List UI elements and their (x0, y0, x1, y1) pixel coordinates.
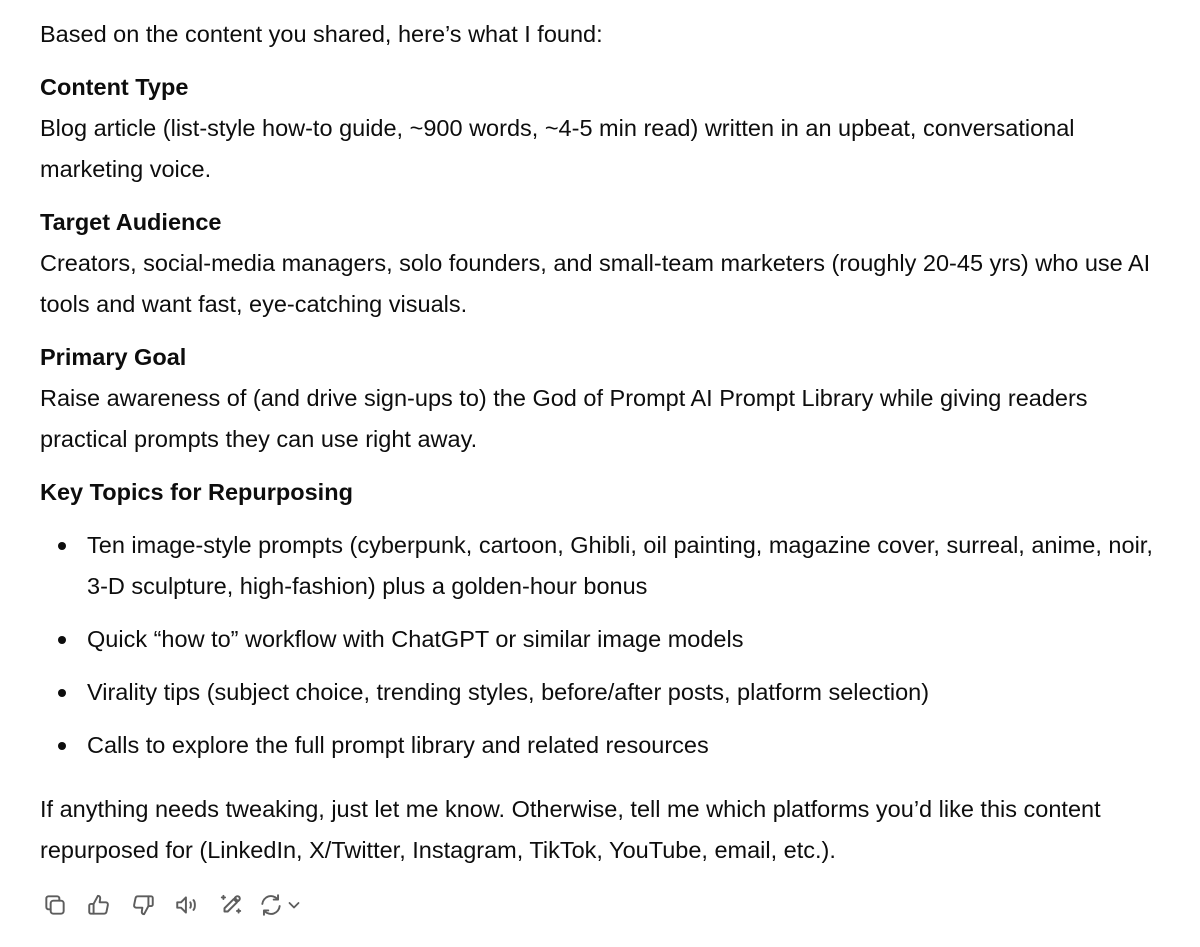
section-body: Blog article (list-style how-to guide, ~900 words, ~4-5 min read) written in an upbeat, conversational marketing voice. (40, 115, 1075, 182)
section-heading: Primary Goal (40, 344, 187, 370)
edit-icon (218, 892, 244, 918)
section-body: Creators, social-media managers, solo founders, and small-team marketers (roughly 20-45 yrs) who use AI tools and want fast, eye-catching visuals. (40, 250, 1151, 317)
list-item: Ten image-style prompts (cyberpunk, cartoon, Ghibli, oil painting, magazine cover, surreal, anime, noir, 3-D sculpture, high-fashion) plus a golden-hour bonus (40, 525, 1160, 607)
chevron-down-icon (286, 897, 302, 913)
message-intro: Based on the content you shared, here’s what I found: (40, 21, 603, 47)
copy-button[interactable] (38, 888, 72, 922)
list-item: Calls to explore the full prompt library and related resources (40, 725, 1160, 766)
section-heading: Target Audience (40, 209, 222, 235)
bad-response-button[interactable] (126, 888, 160, 922)
thumbs-up-icon (86, 892, 112, 918)
message-actions-bar (38, 888, 302, 922)
good-response-button[interactable] (82, 888, 116, 922)
edit-in-canvas-button[interactable] (214, 888, 248, 922)
copy-icon (42, 892, 68, 918)
regenerate-icon (258, 892, 284, 918)
list-item: Quick “how to” workflow with ChatGPT or similar image models (40, 619, 1160, 660)
section-body: Raise awareness of (and drive sign-ups to) the God of Prompt AI Prompt Library while giving readers practical prompts they can use right away. (40, 385, 1088, 452)
section-primary-goal (40, 337, 1160, 460)
section-target-audience (40, 202, 1160, 325)
section-content-type (40, 67, 1160, 190)
read-aloud-icon (174, 892, 200, 918)
section-key-topics (40, 472, 1160, 766)
topics-list (40, 525, 1160, 766)
list-item: Virality tips (subject choice, trending styles, before/after posts, platform selection) (40, 672, 1160, 713)
section-heading: Content Type (40, 74, 189, 100)
read-aloud-button[interactable] (170, 888, 204, 922)
message-closing: If anything needs tweaking, just let me know. Otherwise, tell me which platforms you’d like this content repurposed for (LinkedIn, X/Twitter, Instagram, TikTok, YouTube, email, etc.). (40, 796, 1101, 863)
assistant-message (40, 14, 1160, 871)
thumbs-down-icon (130, 892, 156, 918)
regenerate-button[interactable] (258, 888, 302, 922)
section-heading: Key Topics for Repurposing (40, 479, 353, 505)
